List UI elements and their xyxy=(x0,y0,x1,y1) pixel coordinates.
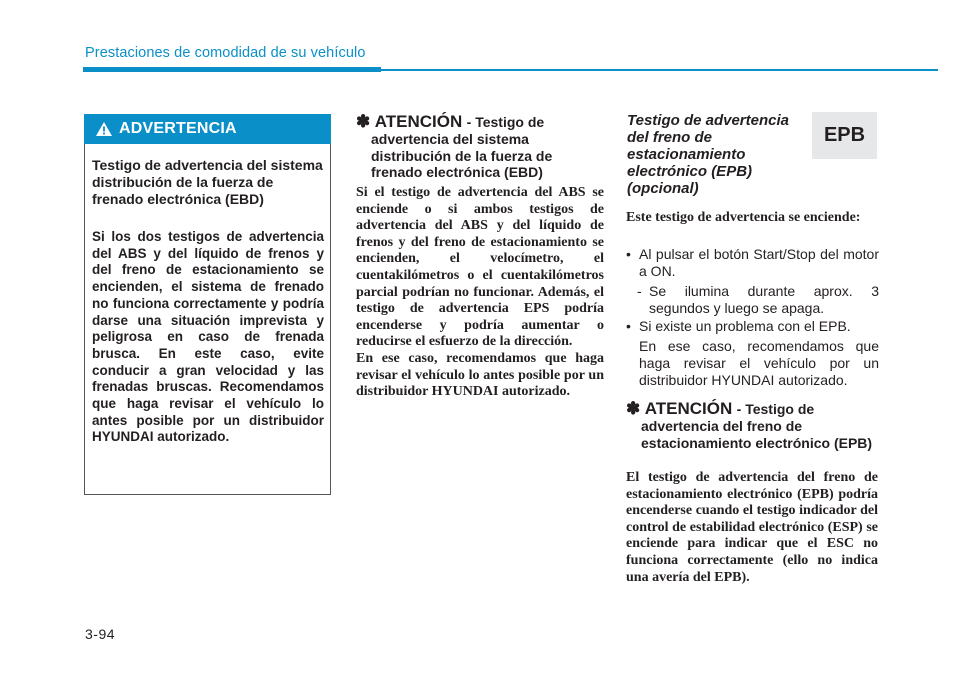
bullet-icon: • xyxy=(626,246,631,262)
list-item-text: Si existe un problema con el EPB. xyxy=(639,318,851,334)
list-item xyxy=(626,318,879,335)
list-item-text: Al pulsar el botón Start/Stop del motor a ON. xyxy=(639,246,879,279)
sub-list-item xyxy=(637,283,879,317)
warning-box xyxy=(84,114,331,495)
header-rule-thick xyxy=(83,67,381,72)
attention-body-epb: El testigo de advertencia del freno de estacionamiento electrónico (EPB) podría encenderse cuando el testigo indicador del control de estabilidad electrónico (ESP) se enciende para indicar que el ESC no funciona correctamente (ello no indica una avería del EPB). xyxy=(626,470,878,585)
attention-body-ebd: Si el testigo de advertencia del ABS se enciende o si ambos testigos de advertencia del ABS y del líquido de frenos y del freno de estacionamiento se encienden, el velocímetro, el cuentakilómetros o el cuentakilómetros parcial podrían no funcionar. Además, el testigo de advertencia EPS podría encenderse y podría aumentar o reducirse el esfuerzo de la dirección. En ese caso, recomendamos que haga revisar el vehículo lo antes posible por un distribuidor HYUNDAI autorizado. xyxy=(356,185,604,400)
attention-subtitle-rest: advertencia del sistema distribución de la fuerza de frenado electrónica (EBD) xyxy=(371,131,553,181)
section-title: Prestaciones de comodidad de su vehículo xyxy=(85,45,366,61)
warning-header xyxy=(84,114,331,144)
list-item-continuation: En ese caso, recomendamos que haga revisar el vehículo por un distribuidor HYUNDAI autorizado. xyxy=(639,338,879,388)
epb-badge: EPB xyxy=(812,112,877,159)
attention-subtitle-start: - Testigo de xyxy=(736,401,815,417)
warning-label: ADVERTENCIA xyxy=(119,120,237,137)
asterisk-icon: ✽ xyxy=(626,399,641,418)
header-rule-thin xyxy=(381,69,938,71)
attention-heading-ebd xyxy=(356,113,606,181)
dash-icon: - xyxy=(637,283,642,299)
attention-subtitle-rest: advertencia del freno de estacionamiento electrónico (EPB) xyxy=(641,418,873,451)
epb-intro: Este testigo de advertencia se enciende: xyxy=(626,210,861,225)
bullet-icon: • xyxy=(626,318,631,334)
epb-section-title: Testigo de advertencia del freno de estacionamiento electrónico (EPB) (opcional) xyxy=(627,112,789,197)
asterisk-icon: ✽ xyxy=(356,112,371,131)
warning-title: Testigo de advertencia del sistema distribución de la fuerza de frenado electrónica (EBD) xyxy=(92,157,323,207)
list-item xyxy=(626,246,879,280)
page-number: 3-94 xyxy=(85,626,116,642)
attention-subtitle-start: - Testigo de xyxy=(466,114,545,130)
attention-word: ATENCIÓN xyxy=(644,399,733,418)
attention-word: ATENCIÓN xyxy=(374,112,463,131)
warning-body: Si los dos testigos de advertencia del ABS y del líquido de frenos y del freno de estacionamiento se encienden, el sistema de frenado no funciona correctamente y podría darse una situación imprevista y peligrosa en caso de frenada brusca. En este caso, evite conducir a gran velocidad y las frenadas bruscas. Recomendamos que haga revisar el vehículo lo antes posible por un distribuidor HYUNDAI autorizado. xyxy=(92,229,324,445)
warning-triangle-icon xyxy=(92,121,116,137)
sub-list-item-text: Se ilumina durante aprox. 3 segundos y luego se apaga. xyxy=(649,283,879,316)
attention-heading-epb xyxy=(626,400,880,451)
